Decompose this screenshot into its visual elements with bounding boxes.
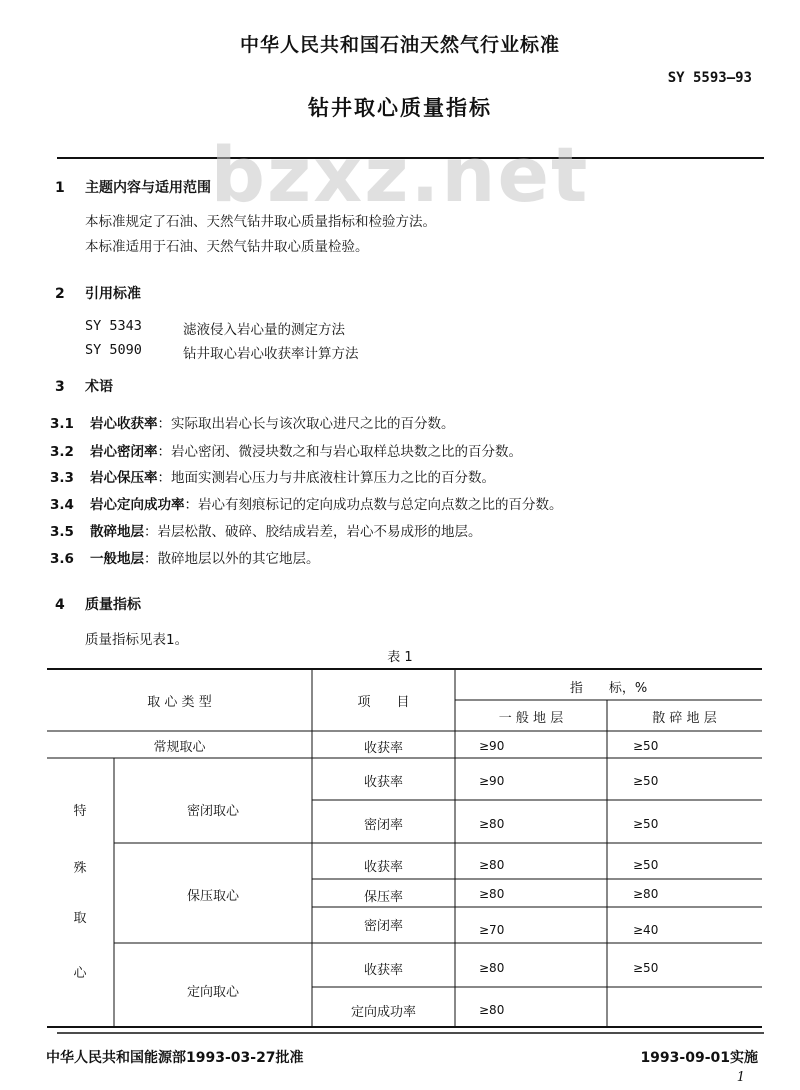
standard-code: SY 5593—93 bbox=[667, 70, 752, 86]
row-broken-value: ≥50 bbox=[633, 774, 659, 788]
row-general-value: ≥80 bbox=[479, 1003, 505, 1017]
term-definition bbox=[50, 520, 482, 540]
paragraph: 本标准规定了石油、天然气钻井取心质量指标和检验方法。 bbox=[85, 214, 436, 230]
section-1-heading bbox=[55, 177, 211, 197]
row-broken-value: ≥40 bbox=[633, 923, 659, 937]
special-label-char: 殊 bbox=[73, 861, 87, 876]
term-text: ：散碎地层以外的其它地层。 bbox=[144, 551, 320, 567]
header-item: 项 目 bbox=[357, 695, 410, 710]
term-name: 一般地层 bbox=[90, 551, 144, 567]
effective-date: 1993-09-01实施 bbox=[640, 1050, 758, 1066]
term-number: 3.4 bbox=[50, 497, 74, 513]
watermark: bzxz.net bbox=[210, 130, 590, 219]
document-title: 钻井取心质量指标 bbox=[308, 96, 492, 120]
section-2-heading bbox=[55, 283, 141, 303]
group-pressure-coring: 保压取心 bbox=[186, 889, 239, 904]
header-general-formation: 一 般 地 层 bbox=[498, 711, 564, 726]
special-label-char: 心 bbox=[73, 966, 87, 981]
row-item: 收获率 bbox=[363, 963, 403, 978]
section-number: 4 bbox=[55, 597, 65, 613]
section-title: 术语 bbox=[85, 379, 113, 395]
term-definition bbox=[50, 440, 522, 460]
special-label-char: 特 bbox=[73, 804, 87, 819]
reference-code: SY 5090 bbox=[85, 342, 142, 358]
term-number: 3.3 bbox=[50, 470, 74, 486]
page-number: 1 bbox=[736, 1070, 745, 1085]
term-name: 岩心密闭率 bbox=[90, 444, 158, 460]
term-number: 3.5 bbox=[50, 524, 74, 540]
term-name: 岩心收获率 bbox=[90, 416, 158, 432]
header-index: 指 标，% bbox=[569, 681, 648, 696]
header-core-type: 取 心 类 型 bbox=[147, 695, 212, 710]
term-definition bbox=[50, 466, 495, 486]
term-number: 3.6 bbox=[50, 551, 74, 567]
term-text: ：实际取出岩心长与该次取心进尺之比的百分数。 bbox=[157, 416, 455, 432]
term-name: 散碎地层 bbox=[90, 524, 144, 540]
row-general-value: ≥70 bbox=[479, 923, 505, 937]
term-number: 3.1 bbox=[50, 416, 74, 432]
row-item: 密闭率 bbox=[363, 919, 403, 934]
reference-title: 钻井取心岩心收获率计算方法 bbox=[183, 346, 359, 362]
term-name: 岩心保压率 bbox=[90, 470, 158, 486]
row-broken-value: ≥50 bbox=[633, 739, 659, 753]
table-caption: 表 1 bbox=[387, 650, 413, 665]
row-item: 保压率 bbox=[363, 890, 403, 905]
reference-code: SY 5343 bbox=[85, 318, 142, 334]
term-text: ：岩心密闭、微浸块数之和与岩心取样总块数之比的百分数。 bbox=[157, 444, 522, 460]
term-definition bbox=[50, 493, 563, 513]
group-oriented-coring: 定向取心 bbox=[186, 985, 239, 1000]
section-title: 引用标准 bbox=[85, 286, 141, 302]
reference-title: 滤液侵入岩心量的测定方法 bbox=[183, 322, 345, 338]
row-general-value: ≥80 bbox=[479, 961, 505, 975]
industry-standard-heading: 中华人民共和国石油天然气行业标准 bbox=[239, 34, 560, 56]
section-4-heading bbox=[55, 594, 141, 614]
row-general-value: ≥80 bbox=[479, 887, 505, 901]
row-item: 收获率 bbox=[363, 860, 403, 875]
section-number: 1 bbox=[55, 180, 65, 196]
row-general-value: ≥90 bbox=[479, 774, 505, 788]
term-text: ：岩层松散、破碎、胶结成岩差，岩心不易成形的地层。 bbox=[144, 524, 482, 540]
row-general-value: ≥80 bbox=[479, 858, 505, 872]
term-name: 岩心定向成功率 bbox=[90, 497, 185, 513]
term-definition bbox=[50, 412, 455, 432]
section-title: 主题内容与适用范围 bbox=[85, 180, 211, 196]
row-general-value: ≥80 bbox=[479, 817, 505, 831]
term-text: ：岩心有刻痕标记的定向成功点数与总定向点数之比的百分数。 bbox=[184, 497, 563, 513]
group-sealed-coring: 密闭取心 bbox=[186, 804, 239, 819]
row-general-value: ≥90 bbox=[479, 739, 505, 753]
row-item: 收获率 bbox=[363, 775, 403, 790]
row-item: 密闭率 bbox=[363, 818, 403, 833]
row-item: 定向成功率 bbox=[350, 1005, 416, 1020]
special-label-char: 取 bbox=[73, 911, 87, 926]
paragraph: 质量指标见表1。 bbox=[85, 632, 189, 648]
term-definition bbox=[50, 547, 320, 567]
paragraph: 本标准适用于石油、天然气钻井取心质量检验。 bbox=[85, 239, 369, 255]
term-text: ：地面实测岩心压力与井底液柱计算压力之比的百分数。 bbox=[157, 470, 495, 486]
row-broken-value: ≥50 bbox=[633, 961, 659, 975]
section-3-heading bbox=[55, 376, 113, 396]
header-broken-formation: 散 碎 地 层 bbox=[652, 711, 717, 726]
section-number: 2 bbox=[55, 286, 65, 302]
row-broken-value: ≥50 bbox=[633, 817, 659, 831]
row-broken-value: ≥80 bbox=[633, 887, 659, 901]
row-broken-value: ≥50 bbox=[633, 858, 659, 872]
section-number: 3 bbox=[55, 379, 65, 395]
approval-line: 中华人民共和国能源部1993-03-27批准 bbox=[46, 1050, 304, 1066]
section-title: 质量指标 bbox=[85, 597, 141, 613]
group-conventional-coring: 常规取心 bbox=[153, 740, 206, 755]
term-number: 3.2 bbox=[50, 444, 74, 460]
row-item: 收获率 bbox=[363, 741, 403, 756]
